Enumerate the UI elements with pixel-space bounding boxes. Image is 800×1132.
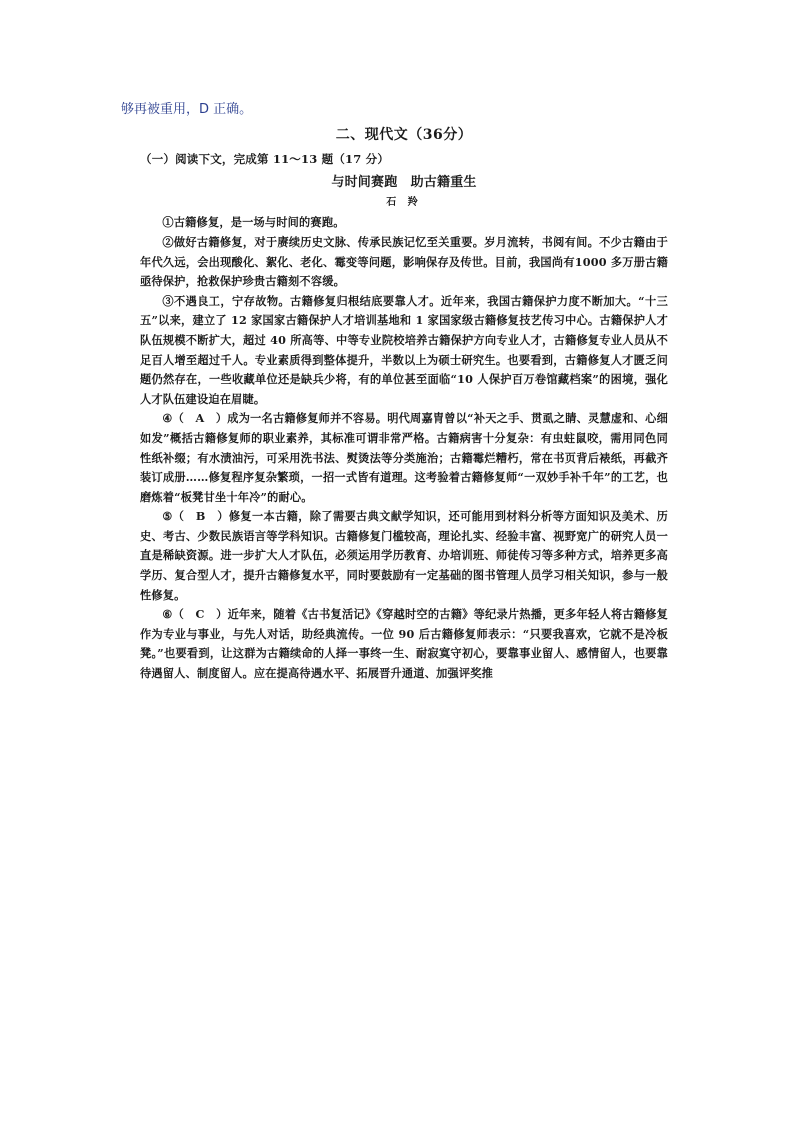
previous-answer-text: 够再被重用，D 正确。 bbox=[121, 102, 253, 117]
question-instruction: （一）阅读下文，完成第 11～13 题（17 分） bbox=[140, 151, 390, 166]
section-title: 二、现代文（36分） bbox=[335, 127, 473, 143]
scanned-exam-section bbox=[140, 126, 668, 684]
article-author: 石 羚 bbox=[386, 196, 422, 208]
paragraph-3: ③不遇良工，宁存故物。古籍修复归根结底要靠人才。近年来，我国古籍保护力度不断加大。“十三五”以来，建立了 12 家国家古籍保护人才培训基地和 1 家国家级古籍修复技艺传习中心。古籍保护人才队伍规模不断扩大，超过 40 所高等、中等专业院校培养古籍保护方向专业人才，古籍修复专业人员从不足百人增至超过千人。专业素质得到整体提升，半数以上为硕士研究生。也要看到，古籍修复人才匮乏问题仍然存在，一些收藏单位还是缺兵少将，有的单位甚至面临“10 人保护百万卷馆藏档案”的困境，强化人才队伍建设迫在眉睫。 bbox=[140, 293, 668, 406]
paragraph-4: ④（ A ）成为一名古籍修复师并不容易。明代周嘉胄曾以“补天之手、贯虱之睛、灵慧虚和、心细如发”概括古籍修复师的职业素养，其标准可谓非常严格。古籍病害十分复杂：有虫蛀鼠咬，需用同色同性纸补缀；有水渍油污，可采用洗书法、熨烫法等分类施治；古籍霉烂糟朽，常在书页背后裱纸，再截齐装订成册……修复程序复杂繁琐，一招一式皆有道理。这考验着古籍修复师“一双妙手补千年”的工艺，也磨炼着“板凳甘坐十年冷”的耐心。 bbox=[140, 411, 668, 504]
paragraph-2: ②做好古籍修复，对于赓续历史文脉、传承民族记忆至关重要。岁月流转，书阅有间。不少古籍由于年代久远，会出现酸化、絮化、老化、霉变等问题，影响保存及传世。目前，我国尚有1000 多万册古籍亟待保护，抢救保护珍贵古籍刻不容缓。 bbox=[140, 234, 668, 289]
paragraph-6: ⑥（ C ）近年来，随着《古书复活记》《穿越时空的古籍》等纪录片热播，更多年轻人将古籍修复作为专业与事业，与先人对话，助经典流传。一位 90 后古籍修复师表示：“只要我喜欢，它就不是冷板凳。”也要看到，让这群为古籍续命的人择一事终一生、耐寂寞守初心，要靠事业留人、感情留人，也要靠待遇留人、制度留人。应在提高待遇水平、拓展晋升通道、加强评奖推 bbox=[140, 607, 668, 681]
article-title: 与时间赛跑 助古籍重生 bbox=[331, 175, 477, 191]
paragraph-1: ①古籍修复，是一场与时间的赛跑。 bbox=[162, 215, 345, 230]
paragraph-5: ⑤（ B ）修复一本古籍，除了需要古典文献学知识，还可能用到材料分析等方面知识及美术、历史、考古、少数民族语言等学科知识。古籍修复门槛较高，理论扎实、经验丰富、视野宽广的研究人员一直是稀缺资源。进一步扩大人才队伍，必须运用学历教育、办培训班、师徒传习等多种方式，培养更多高学历、复合型人才，提升古籍修复水平，同时要鼓励有一定基础的图书管理人员学习相关知识，参与一般性修复。 bbox=[140, 509, 668, 602]
